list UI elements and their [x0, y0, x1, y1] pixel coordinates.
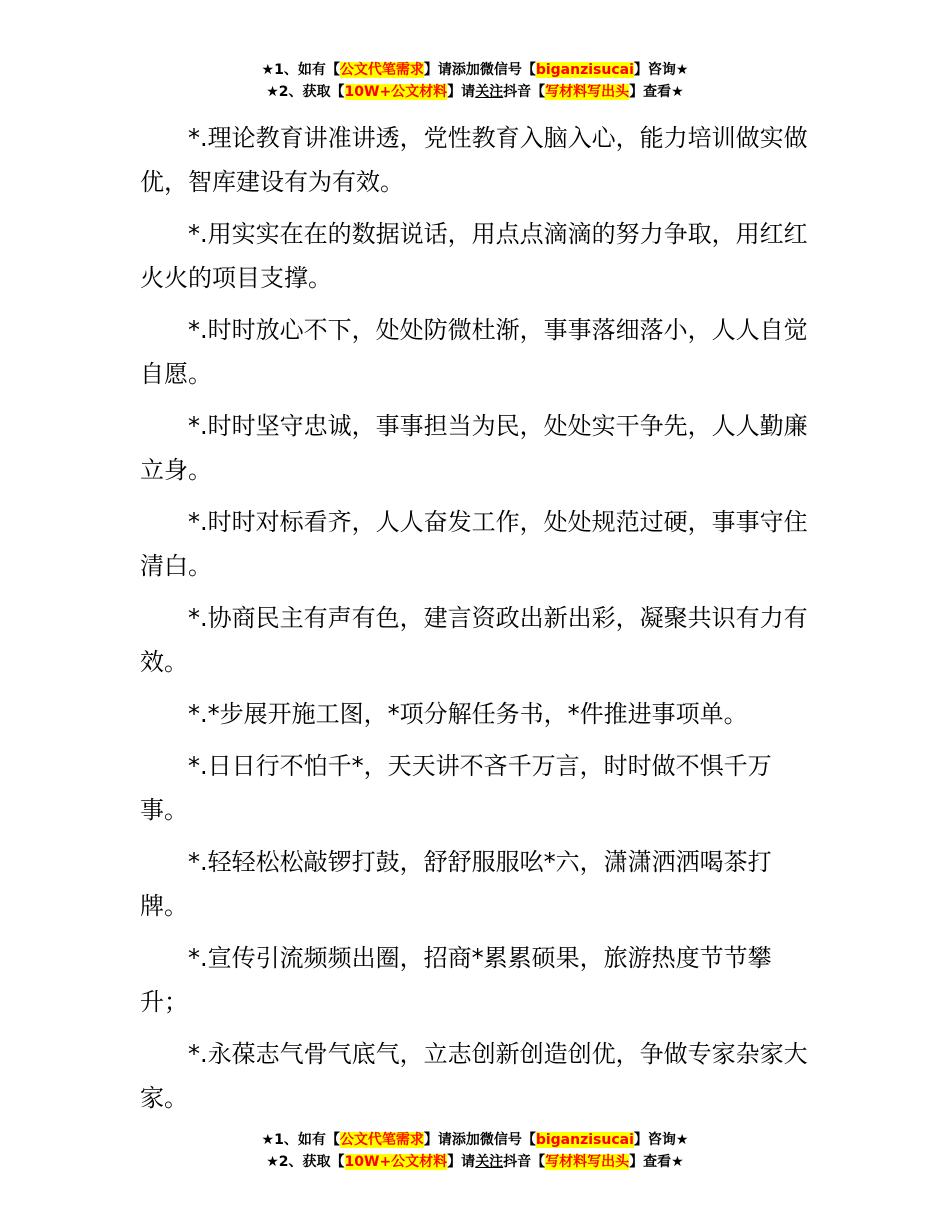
banner-line-1	[0, 1129, 950, 1151]
banner-highlight: 10W+公文材料	[344, 1154, 448, 1170]
banner-text: 抖音【	[503, 1154, 546, 1170]
banner-highlight: 写材料写出头	[545, 1154, 630, 1170]
banner-text: 】查看★	[629, 1154, 684, 1170]
paragraph: *.永葆志气骨气底气，立志创新创造创优，争做专家杂家大家。	[140, 1040, 808, 1112]
banner-line-2	[0, 81, 950, 103]
paragraph: *.理论教育讲准讲透，党性教育入脑入心，能力培训做实做优，智库建设有为有效。	[140, 124, 808, 196]
banner-text: ★2、获取【	[266, 1154, 345, 1170]
banner-highlight: biganzisucai	[535, 1132, 634, 1148]
document-body	[140, 116, 812, 1128]
banner-text: 】咨询★	[633, 62, 689, 78]
paragraph: *.宣传引流频频出圈，招商*累累硕果，旅游热度节节攀升；	[140, 944, 772, 1016]
banner-highlight: 公文代笔需求	[339, 62, 424, 78]
paragraph: *.日日行不怕千*，天天讲不吝千万言，时时做不惧千万事。	[140, 752, 772, 824]
banner-text: 】请添加微信号【	[423, 1132, 536, 1148]
paragraph: *.用实实在在的数据说话，用点点滴滴的努力争取，用红红火火的项目支撑。	[140, 220, 808, 292]
banner-text: ★2、获取【	[266, 84, 345, 100]
header-banner	[0, 59, 950, 103]
paragraph: *.协商民主有声有色，建言资政出新出彩，凝聚共识有力有效。	[140, 604, 808, 676]
banner-line-1	[0, 59, 950, 81]
banner-line-2	[0, 1151, 950, 1173]
paragraph: *.时时放心不下，处处防微杜渐，事事落细落小，人人自觉自愿。	[140, 316, 808, 388]
banner-highlight: 10W+公文材料	[344, 84, 448, 100]
banner-text: 】请添加微信号【	[423, 62, 536, 78]
footer-banner	[0, 1129, 950, 1173]
banner-underline: 关注	[475, 1154, 504, 1170]
banner-highlight: biganzisucai	[535, 62, 634, 78]
banner-highlight: 写材料写出头	[545, 84, 630, 100]
banner-highlight: 公文代笔需求	[339, 1132, 424, 1148]
banner-text: ★1、如有【	[261, 1132, 340, 1148]
banner-text: 】请	[447, 84, 476, 100]
banner-underline: 关注	[475, 84, 504, 100]
paragraph: *.时时坚守忠诚，事事担当为民，处处实干争先，人人勤廉立身。	[140, 412, 808, 484]
paragraph: *.时时对标看齐，人人奋发工作，处处规范过硬，事事守住清白。	[140, 508, 808, 580]
paragraph: *.*步展开施工图，*项分解任务书，*件推进事项单。	[188, 700, 748, 728]
banner-text: 】请	[447, 1154, 476, 1170]
paragraph: *.轻轻松松敲锣打鼓，舒舒服服吆*六，潇潇洒洒喝茶打牌。	[140, 848, 772, 920]
banner-text: 抖音【	[503, 84, 546, 100]
banner-text: 】咨询★	[633, 1132, 689, 1148]
banner-text: 】查看★	[629, 84, 684, 100]
banner-text: ★1、如有【	[261, 62, 340, 78]
